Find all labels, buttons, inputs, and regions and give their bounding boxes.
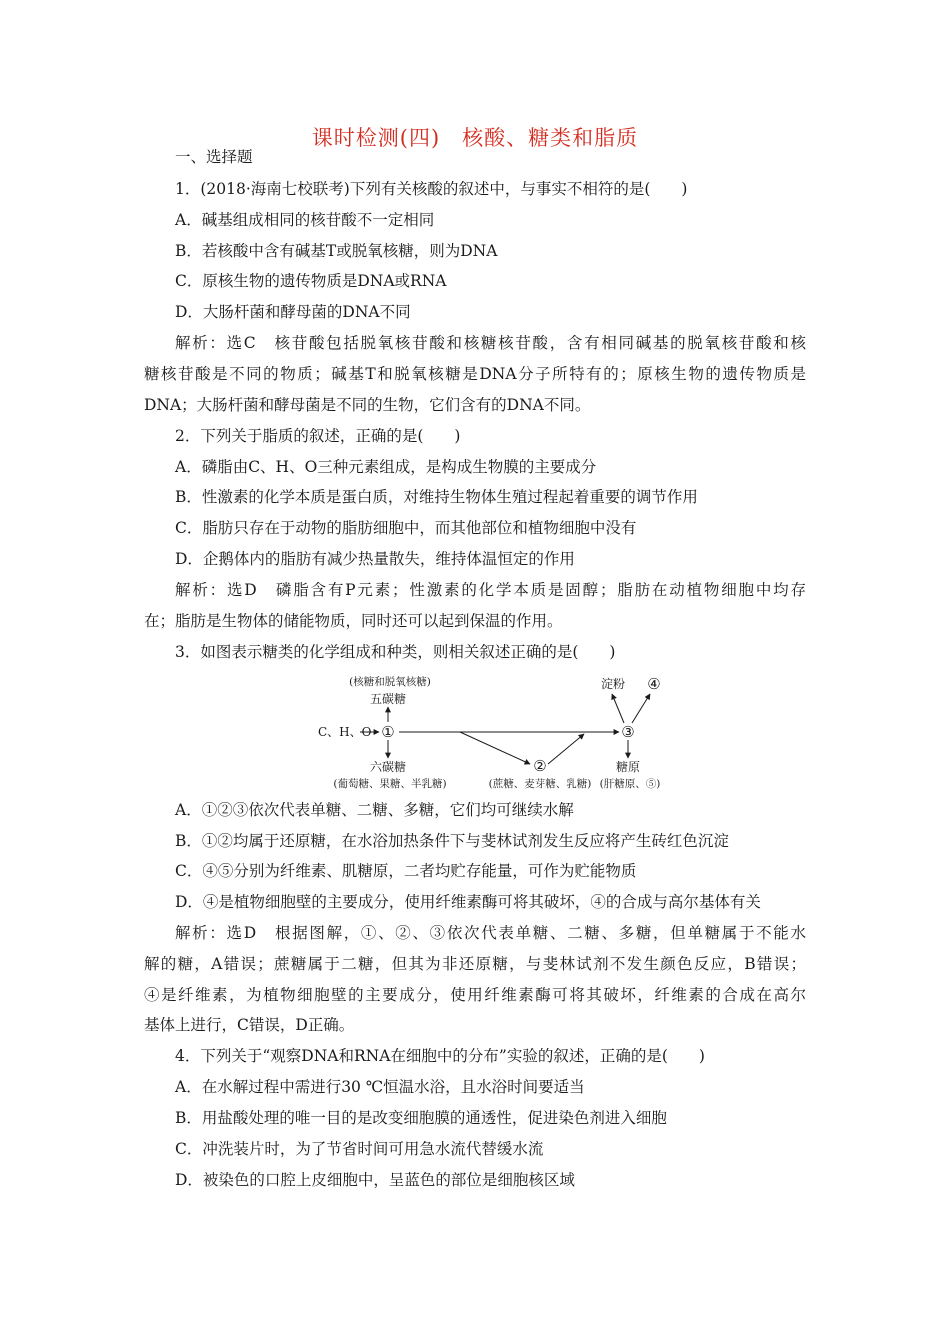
q1-option-d: D．大肠杆菌和酵母菌的DNA不同 [175,303,411,321]
q1-option-c: C．原核生物的遗传物质是DNA或RNA [175,272,447,290]
q3-stem: 3．如图表示糖类的化学组成和种类，则相关叙述正确的是( ) [175,643,616,661]
q2-option-c: C．脂肪只存在于动物的脂肪细胞中，而其他部位和植物细胞中没有 [175,519,637,537]
hexose-label: 六碳糖 [369,760,407,774]
q3-option-c: C．④⑤分别为纤维素、肌糖原，二者均贮存能量，可作为贮能物质 [175,862,637,880]
section-heading: 一、选择题 [175,148,253,166]
pentose-label: 五碳糖 [369,692,407,706]
q3-explanation-line4: 基体上进行，C错误，D正确。 [144,1016,355,1034]
q1-option-a: A．碱基组成相同的核苷酸不一定相同 [175,211,435,229]
q3-explanation-line1: 解析：选D 根据图解，①、②、③依次代表单糖、二糖、多糖，但单糖属于不能水 [175,924,806,942]
q2-explanation-line2: 在；脂肪是生物体的储能物质，同时还可以起到保温的作用。 [144,612,563,630]
q1-explanation-line2: 糖核苷酸是不同的物质；碱基T和脱氧核糖是DNA分子所特有的；原核生物的遗传物质是 [144,365,806,383]
node-1: ① [381,723,395,741]
q3-option-d: D．④是植物细胞壁的主要成分，使用纤维素酶可将其破坏，④的合成与高尔基体有关 [175,893,761,911]
glycogen-note: (肝糖原、⑤) [599,778,661,790]
q4-option-a: A．在水解过程中需进行30 ℃恒温水浴，且水浴时间要适当 [175,1078,585,1096]
q2-option-b: B．性激素的化学本质是蛋白质，对维持生物体生殖过程起着重要的调节作用 [175,488,698,506]
arrow-2-to-3 [548,734,584,764]
source-elements: C、H、O [318,725,372,739]
q2-option-a: A．磷脂由C、H、O三种元素组成，是构成生物膜的主要成分 [175,458,597,476]
q4-option-c: C．冲洗装片时，为了节省时间可用急水流代替缓水流 [175,1140,544,1158]
page-title: 课时检测(四) 核酸、糖类和脂质 [311,126,639,150]
q3-option-a: A．①②③依次代表单糖、二糖、多糖，它们均可继续水解 [175,801,574,819]
node-4: ④ [647,675,661,693]
q1-explanation-line1: 解析：选C 核苷酸包括脱氧核苷酸和核糖核苷酸，含有相同碱基的脱氧核苷酸和核 [175,334,806,352]
disaccharide-note: (蔗糖、麦芽糖、乳糖) [488,778,592,790]
arrow-1-to-2 [460,732,530,764]
node-3: ③ [621,723,635,741]
q2-stem: 2．下列关于脂质的叙述，正确的是( ) [175,427,461,445]
starch-label: 淀粉 [600,677,626,691]
hexose-note: (葡萄糖、果糖、半乳糖) [333,778,447,790]
glycogen-label: 糖原 [615,760,641,774]
q1-option-b: B．若核酸中含有碱基T或脱氧核糖，则为DNA [175,242,498,260]
q1-stem: 1．(2018·海南七校联考)下列有关核酸的叙述中，与事实不相符的是( ) [175,180,688,198]
node-2: ② [533,757,547,775]
q4-option-d: D．被染色的口腔上皮细胞中，呈蓝色的部位是细胞核区域 [175,1171,575,1189]
q2-option-d: D．企鹅体内的脂肪有减少热量散失，维持体温恒定的作用 [175,550,575,568]
arrow-3-to-4 [632,694,650,723]
q2-explanation-line1: 解析：选D 磷脂含有P元素；性激素的化学本质是固醇；脂肪在动植物细胞中均存 [175,581,806,599]
sugar-classification-diagram [310,672,690,794]
q4-stem: 4．下列关于“观察DNA和RNA在细胞中的分布”实验的叙述，正确的是( ) [175,1047,705,1065]
q1-explanation-line3: DNA；大肠杆菌和酵母菌是不同的生物，它们含有的DNA不同。 [144,396,591,414]
q4-option-b: B．用盐酸处理的唯一目的是改变细胞膜的通透性，促进染色剂进入细胞 [175,1109,667,1127]
q3-explanation-line2: 解的糖，A错误；蔗糖属于二糖，但其为非还原糖，与斐林试剂不发生颜色反应，B错误； [144,955,806,973]
arrow-3-to-starch [612,694,624,723]
q3-option-b: B．①②均属于还原糖，在水浴加热条件下与斐林试剂发生反应将产生砖红色沉淀 [175,832,729,850]
pentose-note: (核糖和脱氧核糖) [349,676,431,688]
q3-explanation-line3: ④是纤维素，为植物细胞壁的主要成分，使用纤维素酶可将其破坏，纤维素的合成在高尔 [144,986,806,1004]
